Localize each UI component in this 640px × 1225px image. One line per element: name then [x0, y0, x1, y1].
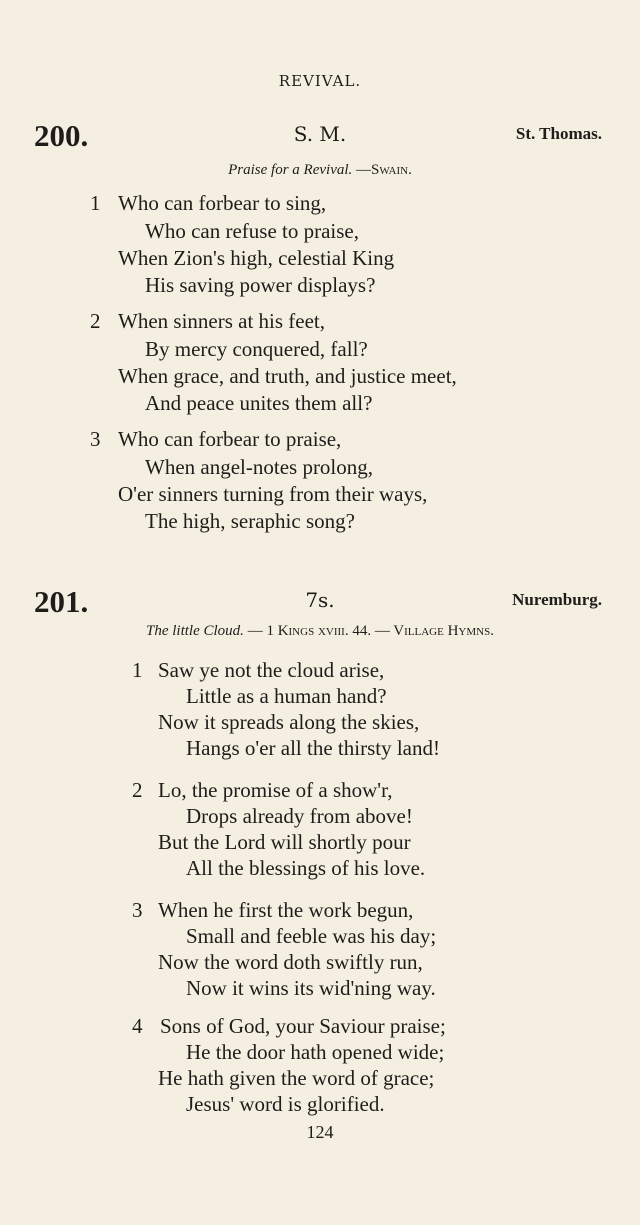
verse-line: Sons of God, your Saviour praise; — [160, 1014, 446, 1038]
verse-line: When he first the work begun, — [158, 898, 414, 922]
verse-number: 2 — [90, 309, 101, 333]
hymn-number: 200. — [34, 118, 89, 153]
verse-line: He hath given the word of grace; — [158, 1066, 435, 1090]
hymn-number: 201. — [34, 584, 89, 619]
hymn-meter: 7s. — [305, 588, 335, 612]
verse-number: 1 — [90, 191, 101, 215]
verse-line: The high, seraphic song? — [145, 509, 355, 533]
hymn-tune: St. Thomas. — [515, 124, 602, 143]
verse-line: He the door hath opened wide; — [186, 1040, 445, 1064]
verse-number: 4 — [132, 1014, 143, 1038]
verse-line: When Zion's high, celestial King — [118, 246, 395, 270]
verse-line: His saving power displays? — [145, 273, 376, 297]
hymn-tune: Nuremburg. — [512, 590, 602, 609]
verse-line: Who can refuse to praise, — [145, 219, 359, 243]
verse-line: But the Lord will shortly pour — [158, 830, 411, 854]
verse-line: Little as a human hand? — [186, 684, 387, 708]
verse-line: And peace unites them all? — [145, 391, 373, 415]
hymn-201-header — [0, 584, 640, 624]
verse-line: All the blessings of his love. — [186, 856, 426, 880]
verse-line: Hangs o'er all the thirsty land! — [186, 736, 440, 760]
verse-line: Jesus' word is glorified. — [186, 1092, 385, 1116]
verse-line: Who can forbear to praise, — [118, 427, 342, 451]
verse-number: 1 — [132, 658, 143, 682]
verse-line: When angel-notes prolong, — [145, 455, 374, 479]
hymn-201-subtitle — [0, 623, 640, 640]
hymn-title: Praise for a Revival. — [228, 162, 353, 178]
verse-line: When sinners at his feet, — [118, 309, 326, 333]
hymn-200-header — [0, 118, 640, 158]
verse-line: O'er sinners turning from their ways, — [118, 482, 428, 506]
hymn-title: The little Cloud. — [146, 623, 244, 639]
verse-line: Drops already from above! — [186, 804, 413, 828]
verse-line: Who can forbear to sing, — [118, 191, 327, 215]
page-number: 124 — [306, 1122, 334, 1142]
running-head: REVIVAL. — [278, 72, 362, 90]
verse-line: When grace, and truth, and justice meet, — [118, 364, 457, 388]
verse-line: By mercy conquered, fall? — [145, 337, 368, 361]
hymn-200-subtitle — [0, 162, 640, 179]
verse-number: 3 — [90, 427, 101, 451]
verse-line: Now it wins its wid'ning way. — [186, 976, 436, 1000]
verse-line: Lo, the promise of a show'r, — [158, 778, 393, 802]
hymn-author: —Swain. — [356, 162, 412, 178]
verse-line: Small and feeble was his day; — [186, 924, 437, 948]
verse-line: Saw ye not the cloud arise, — [158, 658, 385, 682]
verse-number: 3 — [132, 898, 143, 922]
verse-line: Now the word doth swiftly run, — [158, 950, 423, 974]
hymn-meter: S. M. — [293, 122, 347, 146]
verse-number: 2 — [132, 778, 143, 802]
hymn-author: — 1 Kings xviii. 44. — Village Hymns. — [247, 623, 494, 639]
verse-line: Now it spreads along the skies, — [158, 710, 420, 734]
